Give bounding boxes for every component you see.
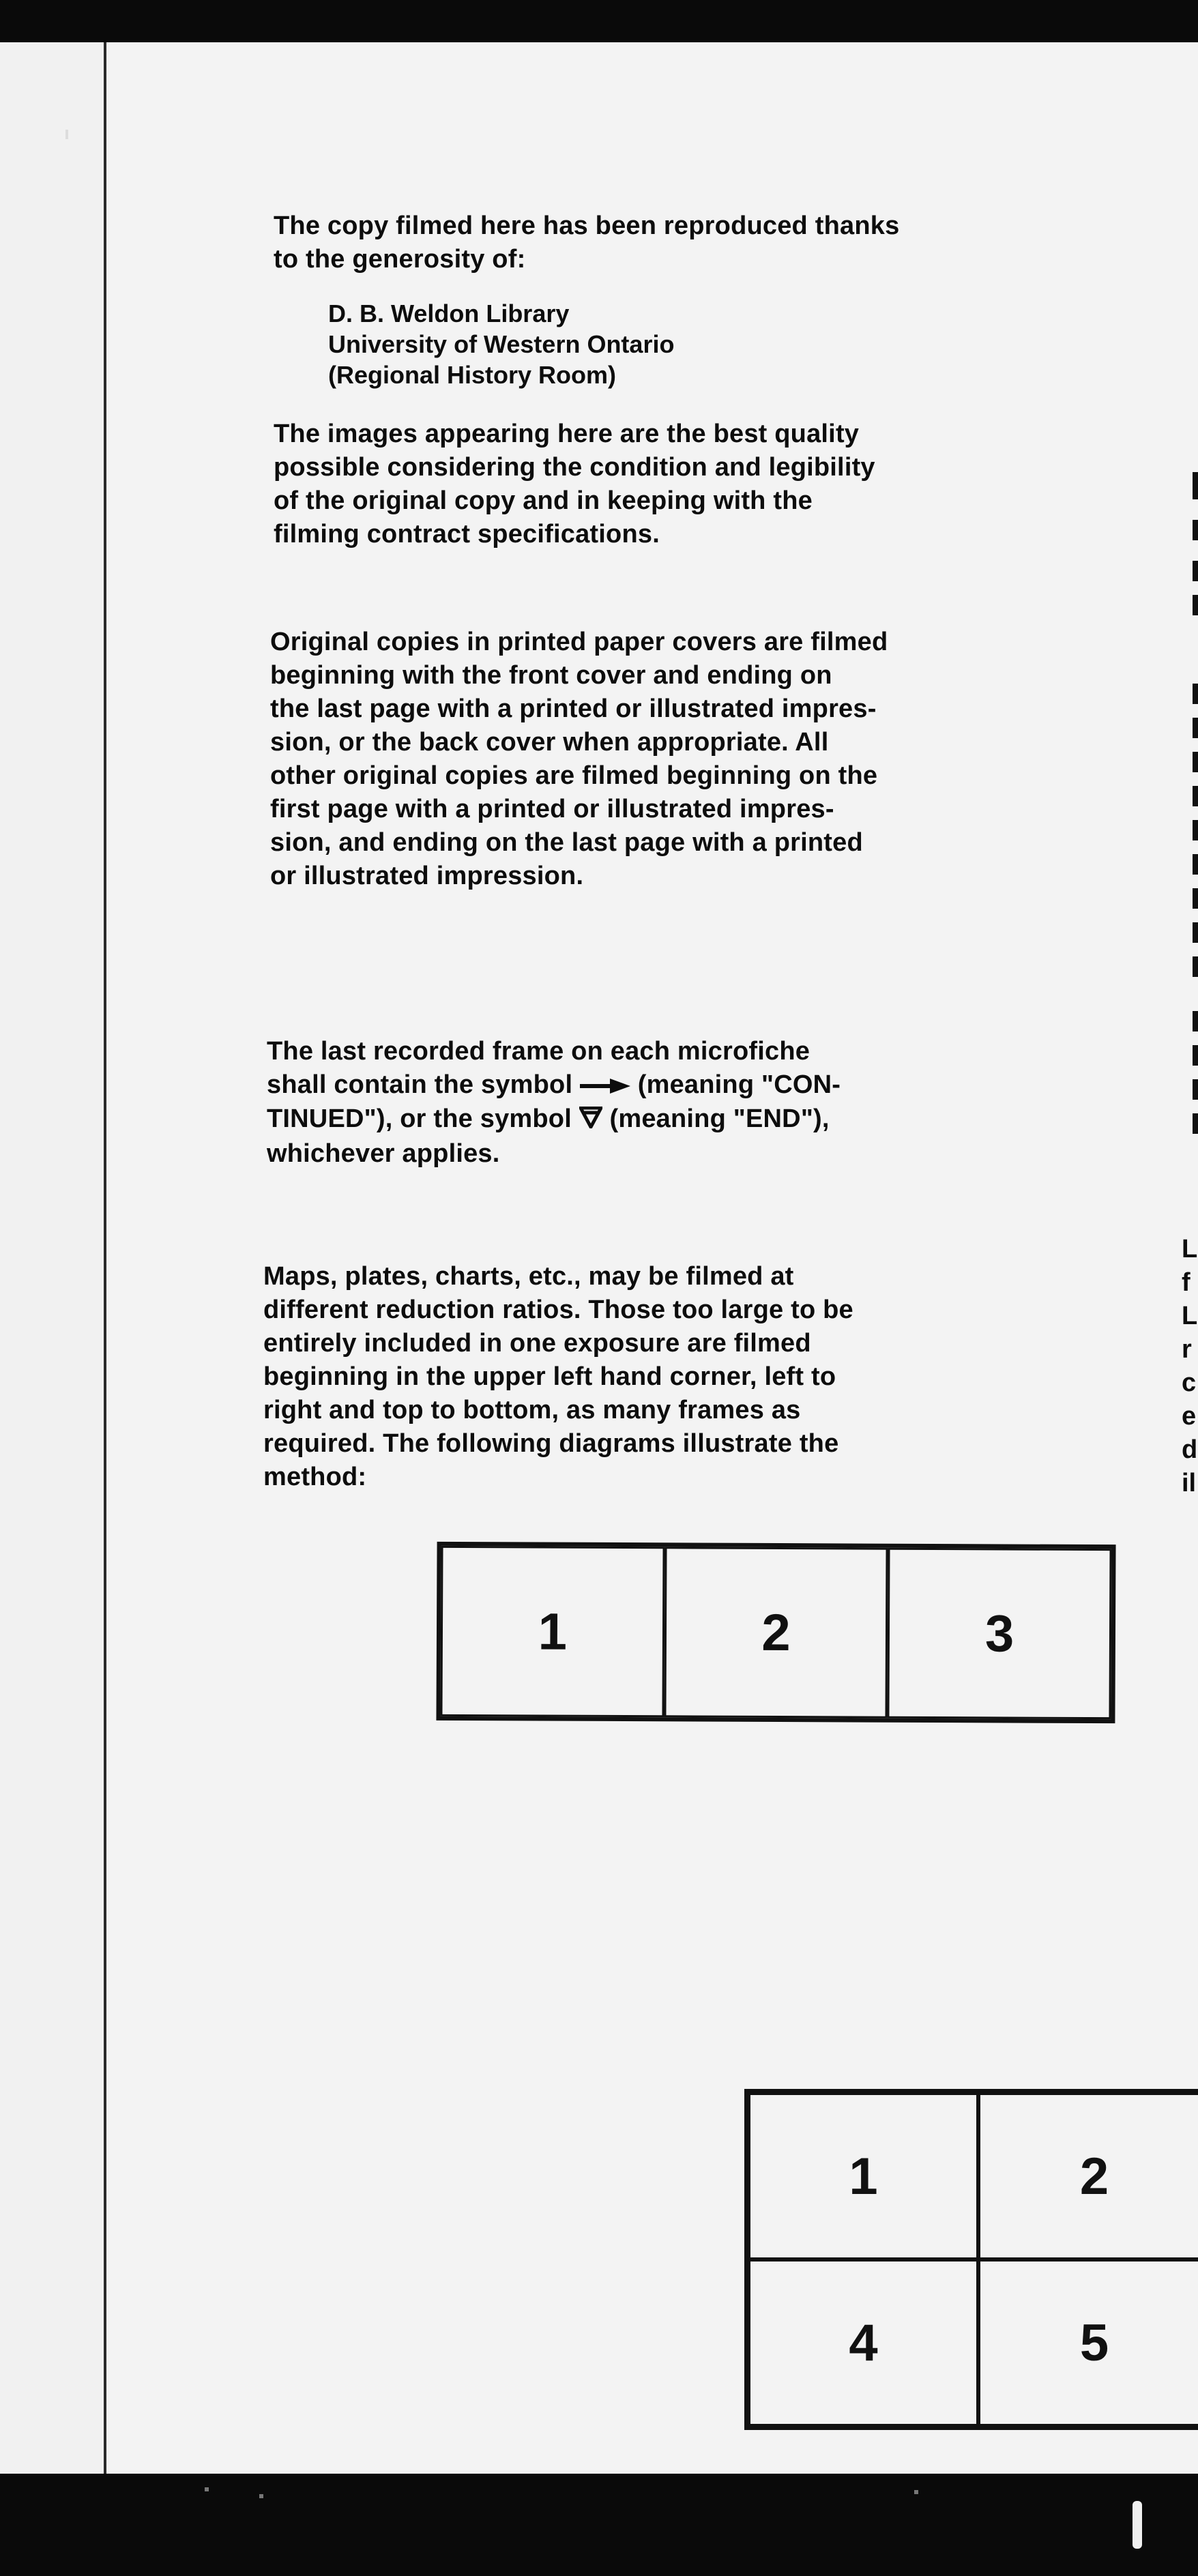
frame-3: 3: [888, 1548, 1112, 1719]
quality-text: The images appearing here are the best quality possible considering the condition and legibility of the original copy and in keeping with the filming contract specifications.: [274, 420, 875, 548]
right-edge-mark: [1193, 561, 1198, 581]
edge-letter: L: [1182, 1302, 1198, 1330]
symbols-line-3-after: (meaning "END"),: [602, 1104, 830, 1134]
edge-letter: il: [1182, 1469, 1197, 1497]
symbols-line-3-before: TINUED"), or the symbol: [267, 1104, 579, 1134]
right-edge-mark: [1193, 752, 1198, 772]
film-border-bottom: [0, 2474, 1198, 2576]
end-triangle-icon: [579, 1104, 602, 1137]
grid-frame-4: 4: [748, 2259, 978, 2426]
continued-arrow-icon: [580, 1069, 630, 1102]
film-speck: [259, 2494, 263, 2498]
right-edge-mark: [1193, 595, 1198, 615]
symbols-line-2: [267, 1068, 841, 1102]
symbols-line-4: whichever applies.: [267, 1139, 500, 1168]
edge-letter: L: [1182, 1235, 1198, 1263]
right-edge-mark: [1193, 820, 1198, 840]
right-edge-mark: [1193, 854, 1198, 875]
document-page: [106, 42, 1198, 2475]
film-border-top: [0, 0, 1198, 42]
frame-1: 1: [440, 1546, 664, 1717]
library-university: University of Western Ontario: [328, 330, 675, 358]
symbols-line-3: [267, 1102, 841, 1137]
edge-letter: r: [1182, 1335, 1192, 1364]
symbols-text: [267, 1035, 841, 1171]
edge-letter: c: [1182, 1368, 1197, 1397]
right-edge-mark: [1193, 888, 1198, 909]
grid-frame-1: 1: [748, 2093, 978, 2259]
right-edge-mark: [1193, 956, 1198, 977]
library-room: (Regional History Room): [328, 361, 617, 389]
grid-frame-5: 5: [978, 2259, 1198, 2426]
edge-letter: e: [1182, 1402, 1197, 1431]
film-speck: [205, 2487, 209, 2491]
frame-2: 2: [664, 1547, 888, 1718]
edge-letter: f: [1182, 1268, 1190, 1297]
strip-speck: [65, 130, 68, 139]
grid-frame-2: 2: [978, 2093, 1198, 2259]
right-edge-mark: [1193, 684, 1198, 704]
diagram-grid-frames: [744, 2089, 1198, 2430]
right-edge-mark: [1193, 1045, 1198, 1066]
right-edge-mark: [1193, 1011, 1198, 1031]
symbols-line-1: The last recorded frame on each microfiche: [267, 1037, 810, 1066]
right-edge-mark: [1193, 520, 1198, 540]
right-edge-mark: [1193, 718, 1198, 738]
right-edge-mark: [1193, 786, 1198, 806]
maps-text: Maps, plates, charts, etc., may be filmed at different reduction ratios. Those too large to be entirely included in one exposure are filmed beginning in the upper left hand corner, left to right and top to bottom, as many frames as required. The following diagrams illustrate the method:: [263, 1262, 853, 1491]
symbols-line-2-after: (meaning "CON-: [630, 1070, 841, 1099]
originals-text: Original copies in printed paper covers are filmed beginning with the front cover and ending on the last page with a printed or illustrated impres- sion, or the back cover when appropriate. All other original copies are filmed beginning on the first page with a printed or illustrated impres- sion, and ending on the last page with a printed or illustrated impression.: [270, 628, 888, 890]
edge-letter: d: [1182, 1435, 1198, 1464]
right-edge-mark: [1193, 1079, 1198, 1100]
diagram-row-three-frames: [436, 1542, 1115, 1723]
film-speck: [914, 2490, 918, 2494]
intro-text: The copy filmed here has been reproduced thanks to the generosity of:: [274, 211, 900, 274]
previous-page-strip: [0, 42, 106, 2475]
right-edge-mark: [1193, 922, 1198, 943]
symbols-line-2-before: shall contain the symbol: [267, 1070, 580, 1099]
right-edge-letters: [1182, 1233, 1198, 1500]
right-edge-mark: [1193, 472, 1198, 499]
film-speck: [1133, 2501, 1142, 2549]
library-name: D. B. Weldon Library: [328, 299, 570, 327]
right-edge-mark: [1193, 1113, 1198, 1134]
